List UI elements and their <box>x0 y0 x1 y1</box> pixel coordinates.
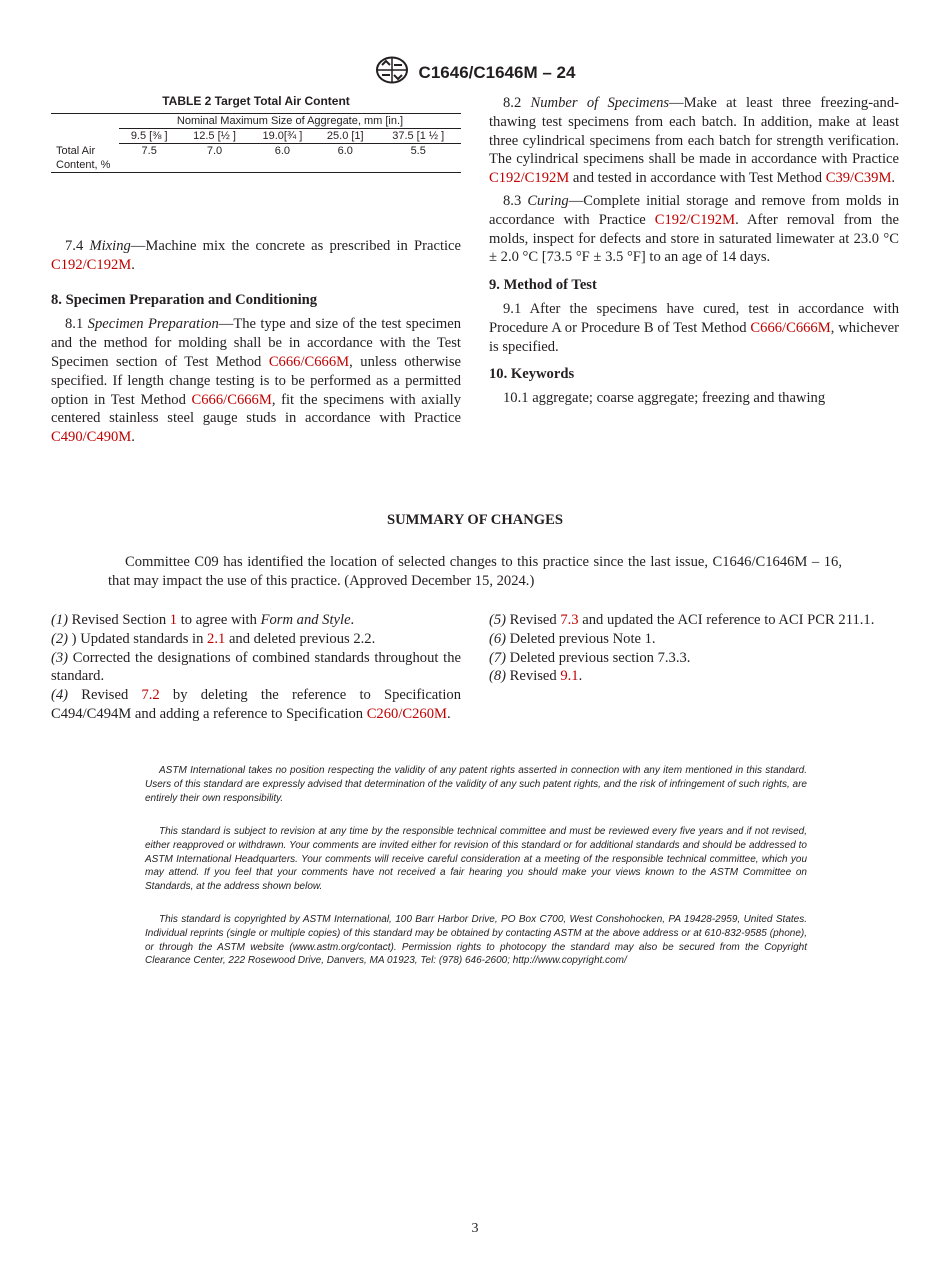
footer-copyright-notice: This standard is copyrighted by ASTM International, 100 Barr Harbor Drive, PO Box C700, West Conshohocken, PA 19428-2959, United States. Individual reprints (single or multiple copies) of this standard may be obtained by contacting ASTM at the above address or at 610-832-9585 (phone), or through the ASTM website (www.astm.org/contact). Permission rights to photocopy the standard may also be secured from the Copyright Clearance Center, 222 Rosewood Drive, Danvers, MA 01923, Tel: (978) 646-2600; http://www.copyright.com/ <box>145 914 807 967</box>
change-item: (7) Deleted previous section 7.3.3. <box>489 649 691 666</box>
right-column <box>489 94 899 408</box>
size-header: 37.5 [1 ½ ] <box>375 129 461 144</box>
ref-link[interactable]: C39/C39M <box>825 170 892 187</box>
change-item: (6) Deleted previous Note 1. <box>489 630 656 647</box>
ref-link[interactable]: C192/C192M <box>51 256 132 273</box>
ref-link[interactable]: 2.1 <box>207 630 226 647</box>
ref-link[interactable]: C666/C666M <box>268 353 350 370</box>
row-label: Content, % <box>56 159 111 171</box>
paragraph-8-2: 8.2 Number of Specimens—Make at least three freezing-and-thawing test specimens from each batch. In addition, make at least three cylindrical specimens from each batch for strength verification. The cylindrical specimens shall be made in accordance with Practice C192/C192M and tested in accordance with Test Method C39/C39M. <box>489 95 899 187</box>
document-designation: C1646/C1646M – 24 <box>418 62 576 82</box>
table-cell: 5.5 <box>410 145 426 157</box>
size-header: 9.5 [⅜ ] <box>119 129 179 144</box>
change-item: (1) Revised Section 1 to agree with Form and Style. <box>51 612 355 628</box>
paragraph-7-4: 7.4 Mixing—Machine mix the concrete as prescribed in Practice C192/C192M. <box>51 238 462 273</box>
change-item: (4) Revised 7.2 by deleting the reference to Specification C494/C494M and adding a reference to Specification C260/C260M. <box>51 687 461 722</box>
footer-revision-notice: This standard is subject to revision at any time by the responsible technical committee and must be reviewed every five years and if not revised, either reapproved or withdrawn. Your comments are invited either for revision of this standard or for additional standards and should be addressed to ASTM International Headquarters. Your comments will receive careful consideration at a meeting of the responsible technical committee, which you may attend. If you feel that your comments have not received a fair hearing you should make your views known to the ASTM Committee on Standards, at the address shown below. <box>145 826 807 893</box>
summary-title: SUMMARY OF CHANGES <box>387 512 563 528</box>
ref-link[interactable]: C192/C192M <box>654 211 736 228</box>
paragraph-8-1: 8.1 Specimen Preparation—The type and size of the test specimen and the method for molding shall be in accordance with the Test Specimen section of Test Method C666/C666M, unless otherwise specified. If length change testing is to be performed as a permitted option in Test Method C666/C666M, fit the specimens with axially centered stainless steel gauge studs in accordance with Practice C490/C490M. <box>51 316 462 446</box>
table-cell: 6.0 <box>274 145 291 157</box>
page-header <box>0 56 950 89</box>
astm-logo-icon <box>375 56 409 89</box>
footer-patent-notice: ASTM International takes no position respecting the validity of any patent rights asserted in connection with any item mentioned in this standard. Users of this standard are expressly advised that determination of the validity of any such patent rights, and the risk of infringement of such rights, are entirely their own responsibility. <box>145 765 807 804</box>
section-9-heading: 9. Method of Test <box>489 277 597 294</box>
summary-intro: Committee C09 has identified the location of selected changes to this practice since the last issue, C1646/C1646M – 16, that may impact the use of this practice. (Approved December 15, 2024.) <box>108 554 842 589</box>
row-label: Total Air <box>56 144 96 157</box>
change-item: (3) Corrected the designations of combined standards throughout the standard. <box>51 649 461 685</box>
left-column <box>51 237 461 447</box>
size-header: 12.5 [½ ] <box>179 129 249 144</box>
ref-link[interactable]: 7.2 <box>141 687 160 704</box>
table-cell: 6.0 <box>337 145 353 157</box>
paragraph-9-1: 9.1 After the specimens have cured, test in accordance with Procedure A or Procedure B of Test Method C666/C666M, whichever is specified. <box>489 300 900 355</box>
table-title: TABLE 2 Target Total Air Content <box>162 94 350 108</box>
ref-link[interactable]: 7.3 <box>560 612 579 628</box>
ref-link[interactable]: 1 <box>169 612 178 628</box>
ref-link[interactable]: C260/C260M <box>366 705 447 722</box>
ref-link[interactable]: C192/C192M <box>489 170 570 187</box>
section-10-heading: 10. Keywords <box>489 366 575 383</box>
air-content-table <box>51 113 461 173</box>
changes-left <box>51 611 461 724</box>
ref-link[interactable]: 9.1 <box>560 668 579 685</box>
ref-link[interactable]: C490/C490M <box>51 429 132 446</box>
size-header: 19.0[¾ ] <box>250 129 315 144</box>
change-item: (2) ) Updated standards in 2.1 and deleted previous 2.2. <box>51 630 376 647</box>
ref-link[interactable]: C666/C666M <box>750 319 831 336</box>
paragraph-10-1: 10.1 aggregate; coarse aggregate; freezing and thawing <box>503 390 826 407</box>
change-item: (5) Revised 7.3 and updated the ACI reference to ACI PCR 211.1. <box>489 612 875 628</box>
table-cell: 7.0 <box>206 145 223 157</box>
table-span-header: Nominal Maximum Size of Aggregate, mm [in.] <box>119 114 461 129</box>
ref-link[interactable]: C666/C666M <box>191 391 272 408</box>
changes-right <box>489 611 899 686</box>
section-8-heading: 8. Specimen Preparation and Conditioning <box>51 291 318 308</box>
size-header: 25.0 [1] <box>315 129 375 144</box>
table-cell: 7.5 <box>141 145 157 157</box>
change-item: (8) Revised 9.1. <box>489 668 583 685</box>
paragraph-8-3: 8.3 Curing—Complete initial storage and remove from molds in accordance with Practice C192/C192M. After removal from the molds, inspect for defects and store in saturated limewater at 23.0 °C ± 2.0 °C [73.5 °F ± 3.5 °F] to an age of 14 days. <box>489 192 899 266</box>
page-number: 3 <box>471 1221 479 1236</box>
